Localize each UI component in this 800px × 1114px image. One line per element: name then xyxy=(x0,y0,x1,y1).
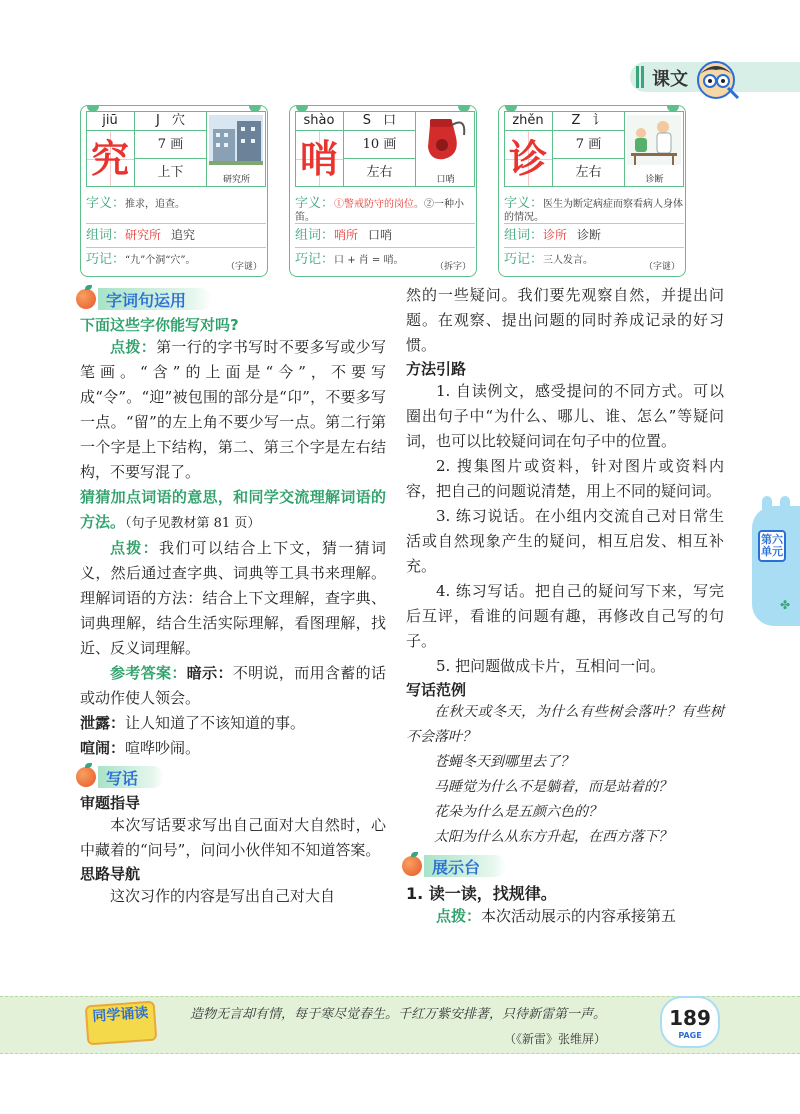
answer-1: 参考答案：暗示：不明说，而用含蓄的话或动作使人领会。 xyxy=(80,664,386,707)
subheading: 审题指导 xyxy=(80,794,141,812)
poem-quote: 造物无言却有情，每于寒尽觉春生。千红万紫安排著，只待新雷第一声。 xyxy=(190,1007,607,1022)
method-item: 4. 练习写话。把自己的疑问写下来，写完后互评，看谁的问题有趣，再修改自己写的句子。 xyxy=(406,582,724,650)
answer-2: 泄露：让人知道了不该知道的事。 xyxy=(80,714,306,732)
section-heading: 写话 xyxy=(76,763,386,791)
subheading: 思路导航 xyxy=(80,865,141,883)
meaning-row: 字义：①警戒防守的岗位。②一种小笛。 xyxy=(295,192,475,224)
question-1: 下面这些字你能写对吗? xyxy=(80,316,239,334)
page-label: PAGE xyxy=(678,1031,702,1040)
hint-paragraph: 点拨：本次活动展示的内容承接第五 xyxy=(436,907,677,925)
char-card-zhen xyxy=(498,105,686,277)
stroke-count: 7 画 xyxy=(134,131,206,159)
unit-side-tab xyxy=(752,506,800,626)
stroke-count: 7 画 xyxy=(552,131,624,159)
radical: J 穴 xyxy=(134,111,206,131)
section-title: 课文 xyxy=(652,69,688,90)
section-heading: 字词句运用 xyxy=(76,285,386,313)
hint-paragraph-2: 点拨：我们可以结合上下文，猜一猜词义，然后通过查字典、词典等工具书来理解。理解词语的方法：结合上下文理解，查字典、词典理解，结合生活实际理解，看图理解，找近、反义词理解。 xyxy=(80,539,386,657)
big-character: 哨 xyxy=(295,131,343,187)
sample-sentence: 在秋天或冬天，为什么有些树会落叶？有些树不会落叶？ xyxy=(406,704,724,745)
left-column xyxy=(80,283,386,909)
words-row: 组词：诊所 诊断 xyxy=(504,224,684,248)
paragraph: 本次写话要求写出自己面对大自然时，心中藏着的“问号”，问问小伙伴知不知道答案。 xyxy=(80,816,386,859)
radical: Z 讠 xyxy=(552,111,624,131)
pinyin: jiū xyxy=(86,111,134,131)
subheading: 方法引路 xyxy=(406,360,467,378)
pinyin: shào xyxy=(295,111,343,131)
reading-badge: 同学诵读 xyxy=(85,1001,158,1046)
tip-row: 巧记：三人发言。 （字谜） xyxy=(504,252,680,272)
picture-caption: 研究所 xyxy=(222,175,250,185)
page-number: 189 xyxy=(669,1006,711,1030)
big-character: 诊 xyxy=(504,131,552,187)
tip-row: 巧记：口 + 肖 = 哨。 （拆字） xyxy=(295,252,471,272)
answer-3: 喧闹：喧哗吵闹。 xyxy=(80,739,201,757)
question: 1. 读一读，找规律。 xyxy=(406,884,557,903)
picture-caption: 口哨 xyxy=(436,175,455,185)
mascot-icon xyxy=(694,58,740,102)
radical: S 口 xyxy=(343,111,415,131)
question-2: 猜猜加点词语的意思，和同学交流理解词语的方法。（句子见教材第 81 页） xyxy=(80,488,386,531)
sample-sentence: 苍蝇冬天到哪里去了？ xyxy=(434,754,574,770)
paragraph: 然的一些疑问。我们要先观察自然，并提出问题。在观察、提出问题的同时养成记录的好习惯。 xyxy=(406,286,724,354)
poem-source: （《新雷》张维屏） xyxy=(504,1032,607,1046)
hint-paragraph-1: 点拨：第一行的字书写时不要多写或少写笔画。“含”的上面是“今”，不要写成“令”。“迎”被包围的部分是“卬”，不要多写一点。“留”的左上角不要少写一点。第二行第一个字是上下结构，第二、第三个字是左右结构，不要写混了。 xyxy=(80,338,386,481)
words-row: 组词：研究所 追究 xyxy=(86,224,266,248)
stroke-count: 10 画 xyxy=(343,131,415,159)
structure: 左右 xyxy=(343,159,415,187)
structure: 上下 xyxy=(134,159,206,187)
meaning-row: 字义：推求，追查。 xyxy=(86,192,266,224)
sample-sentence: 马睡觉为什么不是躺着，而是站着的？ xyxy=(434,779,672,795)
page-number-badge xyxy=(660,996,720,1048)
paragraph: 这次习作的内容是写出自己对大自 xyxy=(110,887,336,905)
big-character: 究 xyxy=(86,131,134,187)
char-card-shao xyxy=(289,105,477,277)
sample-sentence: 太阳为什么从东方升起，在西方落下？ xyxy=(434,829,672,845)
apple-icon xyxy=(76,289,96,309)
method-item: 1. 自读例文，感受提问的不同方式。可以圈出句子中“为什么、哪儿、谁、怎么”等疑问词，也可以比较疑问词在句子中的位置。 xyxy=(406,382,724,450)
section-heading: 展示台 xyxy=(402,852,724,880)
picture-caption: 诊断 xyxy=(645,175,664,185)
header-marks xyxy=(636,66,644,88)
sample-sentence: 花朵为什么是五颜六色的？ xyxy=(434,804,602,820)
apple-icon xyxy=(402,856,422,876)
method-item: 2. 搜集图片或资料，针对图片或资料内容，把自己的问题说清楚，用上不同的疑问词。 xyxy=(406,457,724,500)
words-row: 组词：哨所 口哨 xyxy=(295,224,475,248)
subheading: 写话范例 xyxy=(406,681,467,699)
unit-label: 第六单元 xyxy=(758,530,786,562)
pinyin: zhěn xyxy=(504,111,552,131)
method-item: 5. 把问题做成卡片，互相问一问。 xyxy=(436,657,666,675)
meaning-row: 字义：医生为断定病症而察看病人身体的情况。 xyxy=(504,192,684,224)
structure: 左右 xyxy=(552,159,624,187)
tip-row: 巧记：“九”个洞“穴”。 （字谜） xyxy=(86,252,262,272)
char-card-jiu xyxy=(80,105,268,277)
apple-icon xyxy=(76,767,96,787)
method-item: 3. 练习说话。在小组内交流自己对日常生活或自然现象产生的疑问，相互启发、相互补充。 xyxy=(406,507,724,575)
clover-icon: ✤ xyxy=(780,598,791,612)
right-column xyxy=(406,283,724,929)
